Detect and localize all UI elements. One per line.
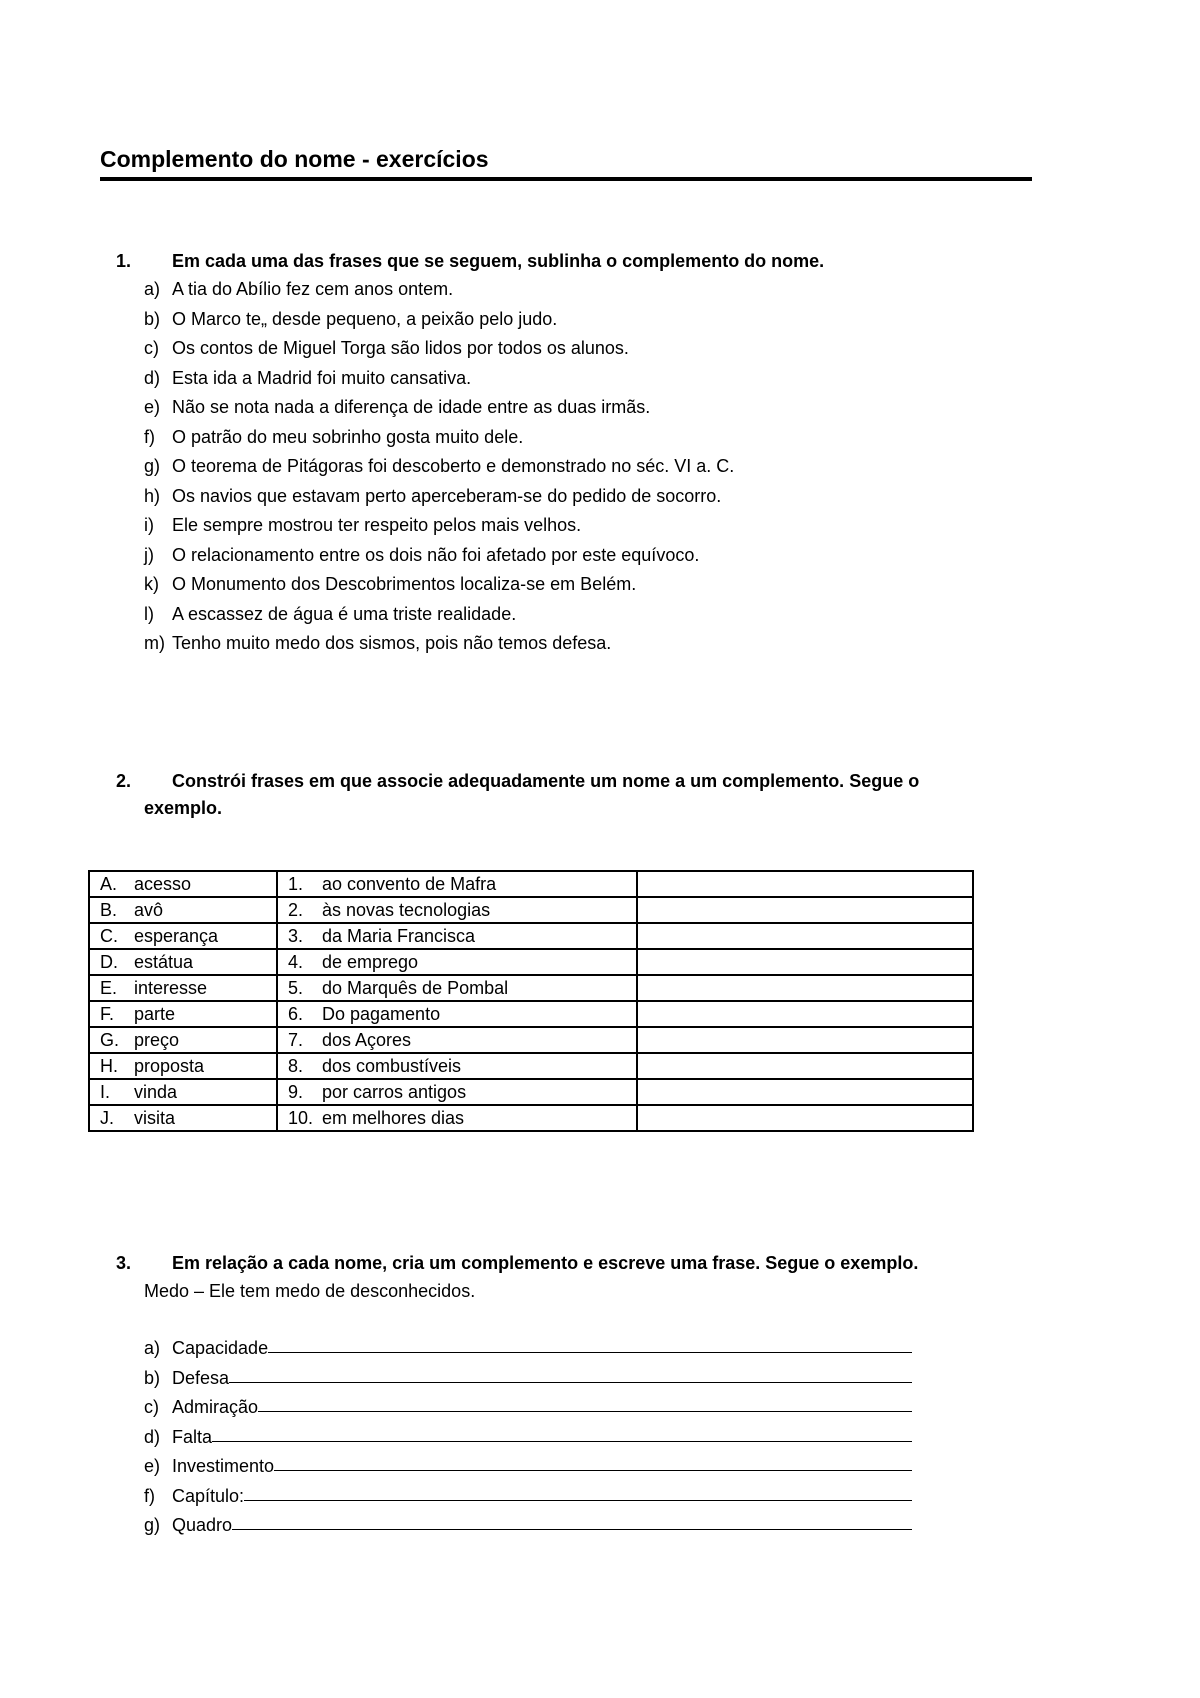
- table-row: [89, 1001, 973, 1027]
- table-row: [89, 897, 973, 923]
- sentence-list: [100, 275, 1000, 659]
- table-row: [89, 975, 973, 1001]
- noun-cell: [89, 871, 277, 897]
- table-row: [89, 1053, 973, 1079]
- complement-cell: [277, 1001, 637, 1027]
- complement-text: dos Açores: [322, 1029, 412, 1050]
- noun-cell: [89, 923, 277, 949]
- answer-cell[interactable]: [637, 871, 973, 897]
- list-item: [100, 1423, 1030, 1453]
- complement-cell: [277, 871, 637, 897]
- answer-cell[interactable]: [637, 975, 973, 1001]
- complement-text: ao convento de Mafra: [322, 873, 497, 894]
- sentence-text: Os navios que estavam perto aperceberam-se do pedido de socorro.: [172, 485, 722, 506]
- list-item: l) A escassez de água é uma triste realidade.: [100, 600, 1000, 630]
- question-2-heading: [100, 768, 1000, 795]
- list-item: c) Os contos de Miguel Torga são lidos por todos os alunos.: [100, 334, 1000, 364]
- list-item: [100, 1334, 1030, 1364]
- noun-text: preço: [134, 1029, 180, 1050]
- list-item: e) Não se nota nada a diferença de idade entre as duas irmãs.: [100, 393, 1000, 423]
- noun-letter: E.: [100, 977, 118, 998]
- answer-line[interactable]: [229, 1364, 912, 1383]
- complement-cell: [277, 1053, 637, 1079]
- list-item: f) O patrão do meu sobrinho gosta muito dele.: [100, 423, 1000, 453]
- complement-cell: [277, 1105, 637, 1131]
- noun-letter: G.: [100, 1029, 120, 1050]
- answer-cell[interactable]: [637, 897, 973, 923]
- question-1-heading: [100, 248, 1000, 275]
- sentence-text: Tenho muito medo dos sismos, pois não temos defesa.: [172, 633, 612, 653]
- noun-letter: C.: [100, 925, 118, 946]
- list-item: a) A tia do Abílio fez cem anos ontem.: [100, 275, 1000, 305]
- answer-cell[interactable]: [637, 1027, 973, 1053]
- sentence-text: O patrão do meu sobrinho gosta muito dele.: [172, 426, 524, 447]
- noun-text: parte: [134, 1003, 176, 1024]
- noun-prompt: Admiração: [172, 1397, 259, 1417]
- noun-prompt: Capítulo:: [172, 1485, 245, 1506]
- answer-line[interactable]: [258, 1393, 912, 1412]
- sentence-text: Esta ida a Madrid foi muito cansativa.: [172, 367, 472, 388]
- noun-letter: H.: [100, 1055, 118, 1076]
- item-label: b): [144, 1367, 161, 1388]
- list-item: m) Tenho muito medo dos sismos, pois não temos defesa.: [100, 629, 1000, 659]
- question-instruction: Constrói frases em que associe adequadamente um nome a um complemento. Segue o: [172, 771, 920, 791]
- question-number: 1.: [116, 251, 132, 271]
- noun-cell: [89, 897, 277, 923]
- noun-text: proposta: [134, 1055, 205, 1076]
- noun-text: vinda: [134, 1081, 178, 1102]
- table-row: [89, 1027, 973, 1053]
- complement-cell: [277, 975, 637, 1001]
- list-item: i) Ele sempre mostrou ter respeito pelos mais velhos.: [100, 511, 1000, 541]
- complement-text: do Marquês de Pombal: [322, 977, 509, 998]
- complement-number: 1.: [288, 873, 304, 894]
- question-instruction-continued: exemplo.: [144, 798, 223, 818]
- answer-line[interactable]: [274, 1452, 912, 1471]
- sentence-text: A escassez de água é uma triste realidade.: [172, 603, 517, 624]
- answer-line[interactable]: [268, 1334, 912, 1353]
- sentence-text: A tia do Abílio fez cem anos ontem.: [172, 279, 454, 299]
- complement-number: 6.: [288, 1003, 304, 1024]
- answer-cell[interactable]: [637, 949, 973, 975]
- noun-cell: [89, 975, 277, 1001]
- complement-number: 4.: [288, 951, 304, 972]
- complement-text: por carros antigos: [322, 1081, 467, 1102]
- noun-text: esperança: [134, 925, 219, 946]
- complement-number: 3.: [288, 925, 304, 946]
- list-item: [100, 1364, 1030, 1394]
- noun-cell: [89, 949, 277, 975]
- complement-cell: [277, 897, 637, 923]
- complement-cell: [277, 923, 637, 949]
- complement-number: 7.: [288, 1029, 304, 1050]
- complement-number: 10.: [288, 1107, 314, 1128]
- noun-letter: I.: [100, 1081, 111, 1102]
- noun-letter: B.: [100, 899, 118, 920]
- table-row: [89, 949, 973, 975]
- question-number: 3.: [116, 1253, 132, 1273]
- question-2: [100, 768, 1000, 822]
- matching-table: [88, 870, 974, 1132]
- list-item: [100, 1482, 1030, 1512]
- noun-letter: F.: [100, 1003, 115, 1024]
- noun-letter: J.: [100, 1107, 115, 1128]
- table-row: [89, 923, 973, 949]
- answer-line[interactable]: [244, 1482, 912, 1501]
- sentence-text: O relacionamento entre os dois não foi afetado por este equívoco.: [172, 544, 700, 565]
- noun-letter: D.: [100, 951, 118, 972]
- example-sentence: Medo – Ele tem medo de desconhecidos.: [144, 1281, 476, 1301]
- noun-prompt: Falta: [172, 1426, 213, 1447]
- noun-text: interesse: [134, 977, 208, 998]
- complement-text: de emprego: [322, 951, 419, 972]
- answer-cell[interactable]: [637, 1001, 973, 1027]
- question-instruction: Em relação a cada nome, cria um complemento e escreve uma frase. Segue o exemplo.: [172, 1253, 919, 1273]
- noun-prompt: Quadro: [172, 1515, 233, 1535]
- list-item: h) Os navios que estavam perto aperceberam-se do pedido de socorro.: [100, 482, 1000, 512]
- page-title: Complemento do nome - exercícios: [100, 146, 1032, 181]
- list-item: d) Esta ida a Madrid foi muito cansativa.: [100, 364, 1000, 394]
- noun-letter: A.: [100, 873, 118, 894]
- sentence-text: O Monumento dos Descobrimentos localiza-se em Belém.: [172, 574, 637, 594]
- item-label: e): [144, 1456, 161, 1476]
- list-item: [100, 1511, 1030, 1541]
- noun-prompt: Capacidade: [172, 1338, 269, 1358]
- noun-cell: [89, 1027, 277, 1053]
- noun-text: acesso: [134, 873, 192, 894]
- answer-cell[interactable]: [637, 1079, 973, 1105]
- question-1: [100, 248, 1000, 659]
- sentence-text: Não se nota nada a diferença de idade entre as duas irmãs.: [172, 397, 651, 417]
- sentence-text: O Marco te„ desde pequeno, a peixão pelo judo.: [172, 308, 558, 329]
- list-item: j) O relacionamento entre os dois não foi afetado por este equívoco.: [100, 541, 1000, 571]
- noun-cell: [89, 1053, 277, 1079]
- complement-number: 9.: [288, 1081, 304, 1102]
- sentence-text: Os contos de Miguel Torga são lidos por todos os alunos.: [172, 338, 629, 358]
- question-number: 2.: [116, 771, 132, 791]
- question-instruction: Em cada uma das frases que se seguem, sublinha o complemento do nome.: [172, 251, 825, 271]
- sentence-text: Ele sempre mostrou ter respeito pelos mais velhos.: [172, 515, 582, 535]
- complement-text: às novas tecnologias: [322, 899, 491, 920]
- item-label: c): [144, 1397, 159, 1417]
- item-label: d): [144, 1426, 161, 1447]
- sentence-text: O teorema de Pitágoras foi descoberto e demonstrado no séc. VI a. C.: [172, 456, 735, 476]
- answer-cell[interactable]: [637, 1105, 973, 1131]
- list-item: b) O Marco te„ desde pequeno, a peixão pelo judo.: [100, 305, 1000, 335]
- complement-cell: [277, 1079, 637, 1105]
- answer-cell[interactable]: [637, 923, 973, 949]
- answer-list: [100, 1334, 1030, 1541]
- noun-text: estátua: [134, 951, 194, 972]
- complement-text: dos combustíveis: [322, 1055, 462, 1076]
- noun-prompt: Defesa: [172, 1367, 230, 1388]
- complement-number: 2.: [288, 899, 304, 920]
- noun-prompt: Investimento: [172, 1456, 275, 1476]
- question-3-heading: [100, 1250, 1030, 1277]
- complement-cell: [277, 1027, 637, 1053]
- table-row: [89, 1079, 973, 1105]
- noun-text: avô: [134, 899, 164, 920]
- item-label: a): [144, 1338, 161, 1358]
- item-label: f): [144, 1485, 155, 1506]
- complement-text: Do pagamento: [322, 1003, 441, 1024]
- complement-number: 8.: [288, 1055, 304, 1076]
- list-item: [100, 1452, 1030, 1482]
- noun-cell: [89, 1079, 277, 1105]
- noun-text: visita: [134, 1107, 176, 1128]
- list-item: g) O teorema de Pitágoras foi descoberto e demonstrado no séc. VI a. C.: [100, 452, 1000, 482]
- complement-cell: [277, 949, 637, 975]
- complement-text: em melhores dias: [322, 1107, 465, 1128]
- noun-cell: [89, 1001, 277, 1027]
- question-3: [100, 1250, 1030, 1541]
- item-label: g): [144, 1515, 161, 1535]
- answer-line[interactable]: [232, 1511, 912, 1530]
- list-item: [100, 1393, 1030, 1423]
- table-row: [89, 871, 973, 897]
- complement-number: 5.: [288, 977, 304, 998]
- complement-text: da Maria Francisca: [322, 925, 476, 946]
- noun-cell: [89, 1105, 277, 1131]
- table-row: [89, 1105, 973, 1131]
- list-item: k) O Monumento dos Descobrimentos localiza-se em Belém.: [100, 570, 1000, 600]
- answer-line[interactable]: [212, 1423, 912, 1442]
- answer-cell[interactable]: [637, 1053, 973, 1079]
